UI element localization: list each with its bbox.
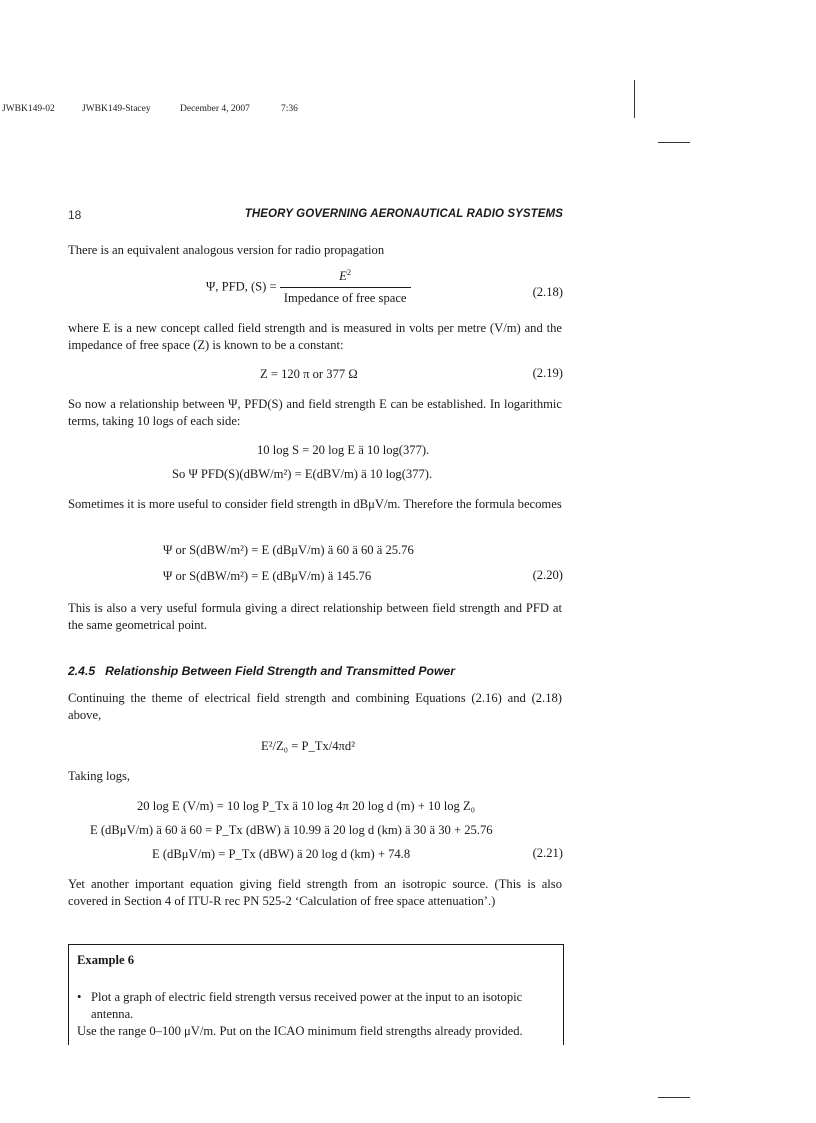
paragraph-field-strength: where E is a new concept called field strength and is measured in volts per metre (V/m) and the impedance of free space (Z) is known to be a constant:: [68, 321, 562, 352]
paragraph-relationship: So now a relationship between Ψ, PFD(S) and field strength E can be established. In logarithmic terms, taking 10 logs of each side:: [68, 397, 562, 428]
eq-2-18-fraction: [280, 268, 411, 307]
bullet-icon: •: [77, 990, 82, 1004]
eq-number-2-21: (2.21): [532, 846, 563, 860]
equation-log-2: So Ψ PFD(S)(dBW/m²) = E(dBV/m) ä 10 log(377).: [172, 467, 433, 481]
paragraph-dbuv: Sometimes it is more useful to consider field strength in dBμV/m. Therefore the formula becomes: [68, 497, 562, 511]
paragraph-intro: There is an equivalent analogous version for radio propagation: [68, 243, 385, 257]
print-time: 7:36: [281, 104, 298, 114]
running-title: THEORY GOVERNING AERONAUTICAL RADIO SYSTEMS: [244, 208, 563, 220]
eq-2-18-denominator: Impedance of free space: [283, 291, 407, 305]
chapter-id: JWBK149-02: [2, 104, 55, 114]
print-date: December 4, 2007: [180, 104, 250, 114]
equation-log-1: 10 log S = 20 log E ä 10 log(377).: [257, 443, 430, 457]
paragraph-taking-logs: Taking logs,: [68, 769, 131, 783]
example-bullet: [77, 989, 555, 1023]
equation-dbuv-1: Ψ or S(dBW/m²) = E (dBμV/m) ä 60 ä 60 ä 25.76: [163, 543, 414, 557]
paragraph-continuing: Continuing the theme of electrical field strength and combining Equations (2.16) and (2.18) above,: [68, 691, 562, 722]
crop-mark-top: [658, 142, 690, 143]
section-title: Relationship Between Field Strength and Transmitted Power: [105, 664, 455, 678]
section-heading: [68, 664, 455, 678]
equation-logs-a: 20 log E (V/m) = 10 log P_Tx ä 10 log 4π 20 log d (m) + 10 log Z₀: [137, 799, 476, 813]
eq-number-2-20: (2.20): [532, 568, 563, 582]
eq-2-18-lhs: Ψ, PFD, (S) =: [206, 279, 277, 294]
example-range-text: Use the range 0–100 μV/m. Put on the ICAO minimum field strengths already provided.: [77, 1024, 523, 1038]
crop-vertical-bar: [634, 80, 635, 118]
example-box: [68, 944, 564, 1045]
equation-2-18: [206, 268, 411, 307]
equation-2-19: Z = 120 π or 377 Ω: [260, 367, 358, 381]
equation-logs-b: E (dBμV/m) ä 60 ä 60 = P_Tx (dBW) ä 10.99 ä 20 log d (km) ä 30 ä 30 + 25.76: [90, 823, 493, 837]
eq-2-18-numerator: $E^2$: [280, 268, 411, 288]
example-bullet-text: Plot a graph of electric field strength versus received power at the input to an isotopic antenna.: [91, 990, 523, 1021]
paragraph-useful-formula: This is also a very useful formula giving a direct relationship between field strength and PFD at the same geometrical point.: [68, 601, 562, 632]
page-number: 18: [68, 208, 82, 222]
section-number: 2.4.5: [68, 664, 96, 678]
eq-number-2-18: (2.18): [532, 285, 563, 299]
eq-number-2-19: (2.19): [532, 366, 563, 380]
equation-e-squared: E²/Z₀ = P_Tx/4πd²: [261, 739, 355, 753]
book-id: JWBK149-Stacey: [82, 104, 151, 114]
equation-2-20: Ψ or S(dBW/m²) = E (dBμV/m) ä 145.76: [163, 569, 372, 583]
crop-mark-bottom: [658, 1097, 690, 1098]
example-title: Example 6: [77, 953, 135, 967]
equation-2-21: E (dBμV/m) = P_Tx (dBW) ä 20 log d (km) + 74.8: [152, 847, 411, 861]
paragraph-isotropic: Yet another important equation giving field strength from an isotropic source. (This is also covered in Section 4 of ITU-R rec PN 525-2 ‘Calculation of free space attenuation’.): [68, 877, 562, 908]
